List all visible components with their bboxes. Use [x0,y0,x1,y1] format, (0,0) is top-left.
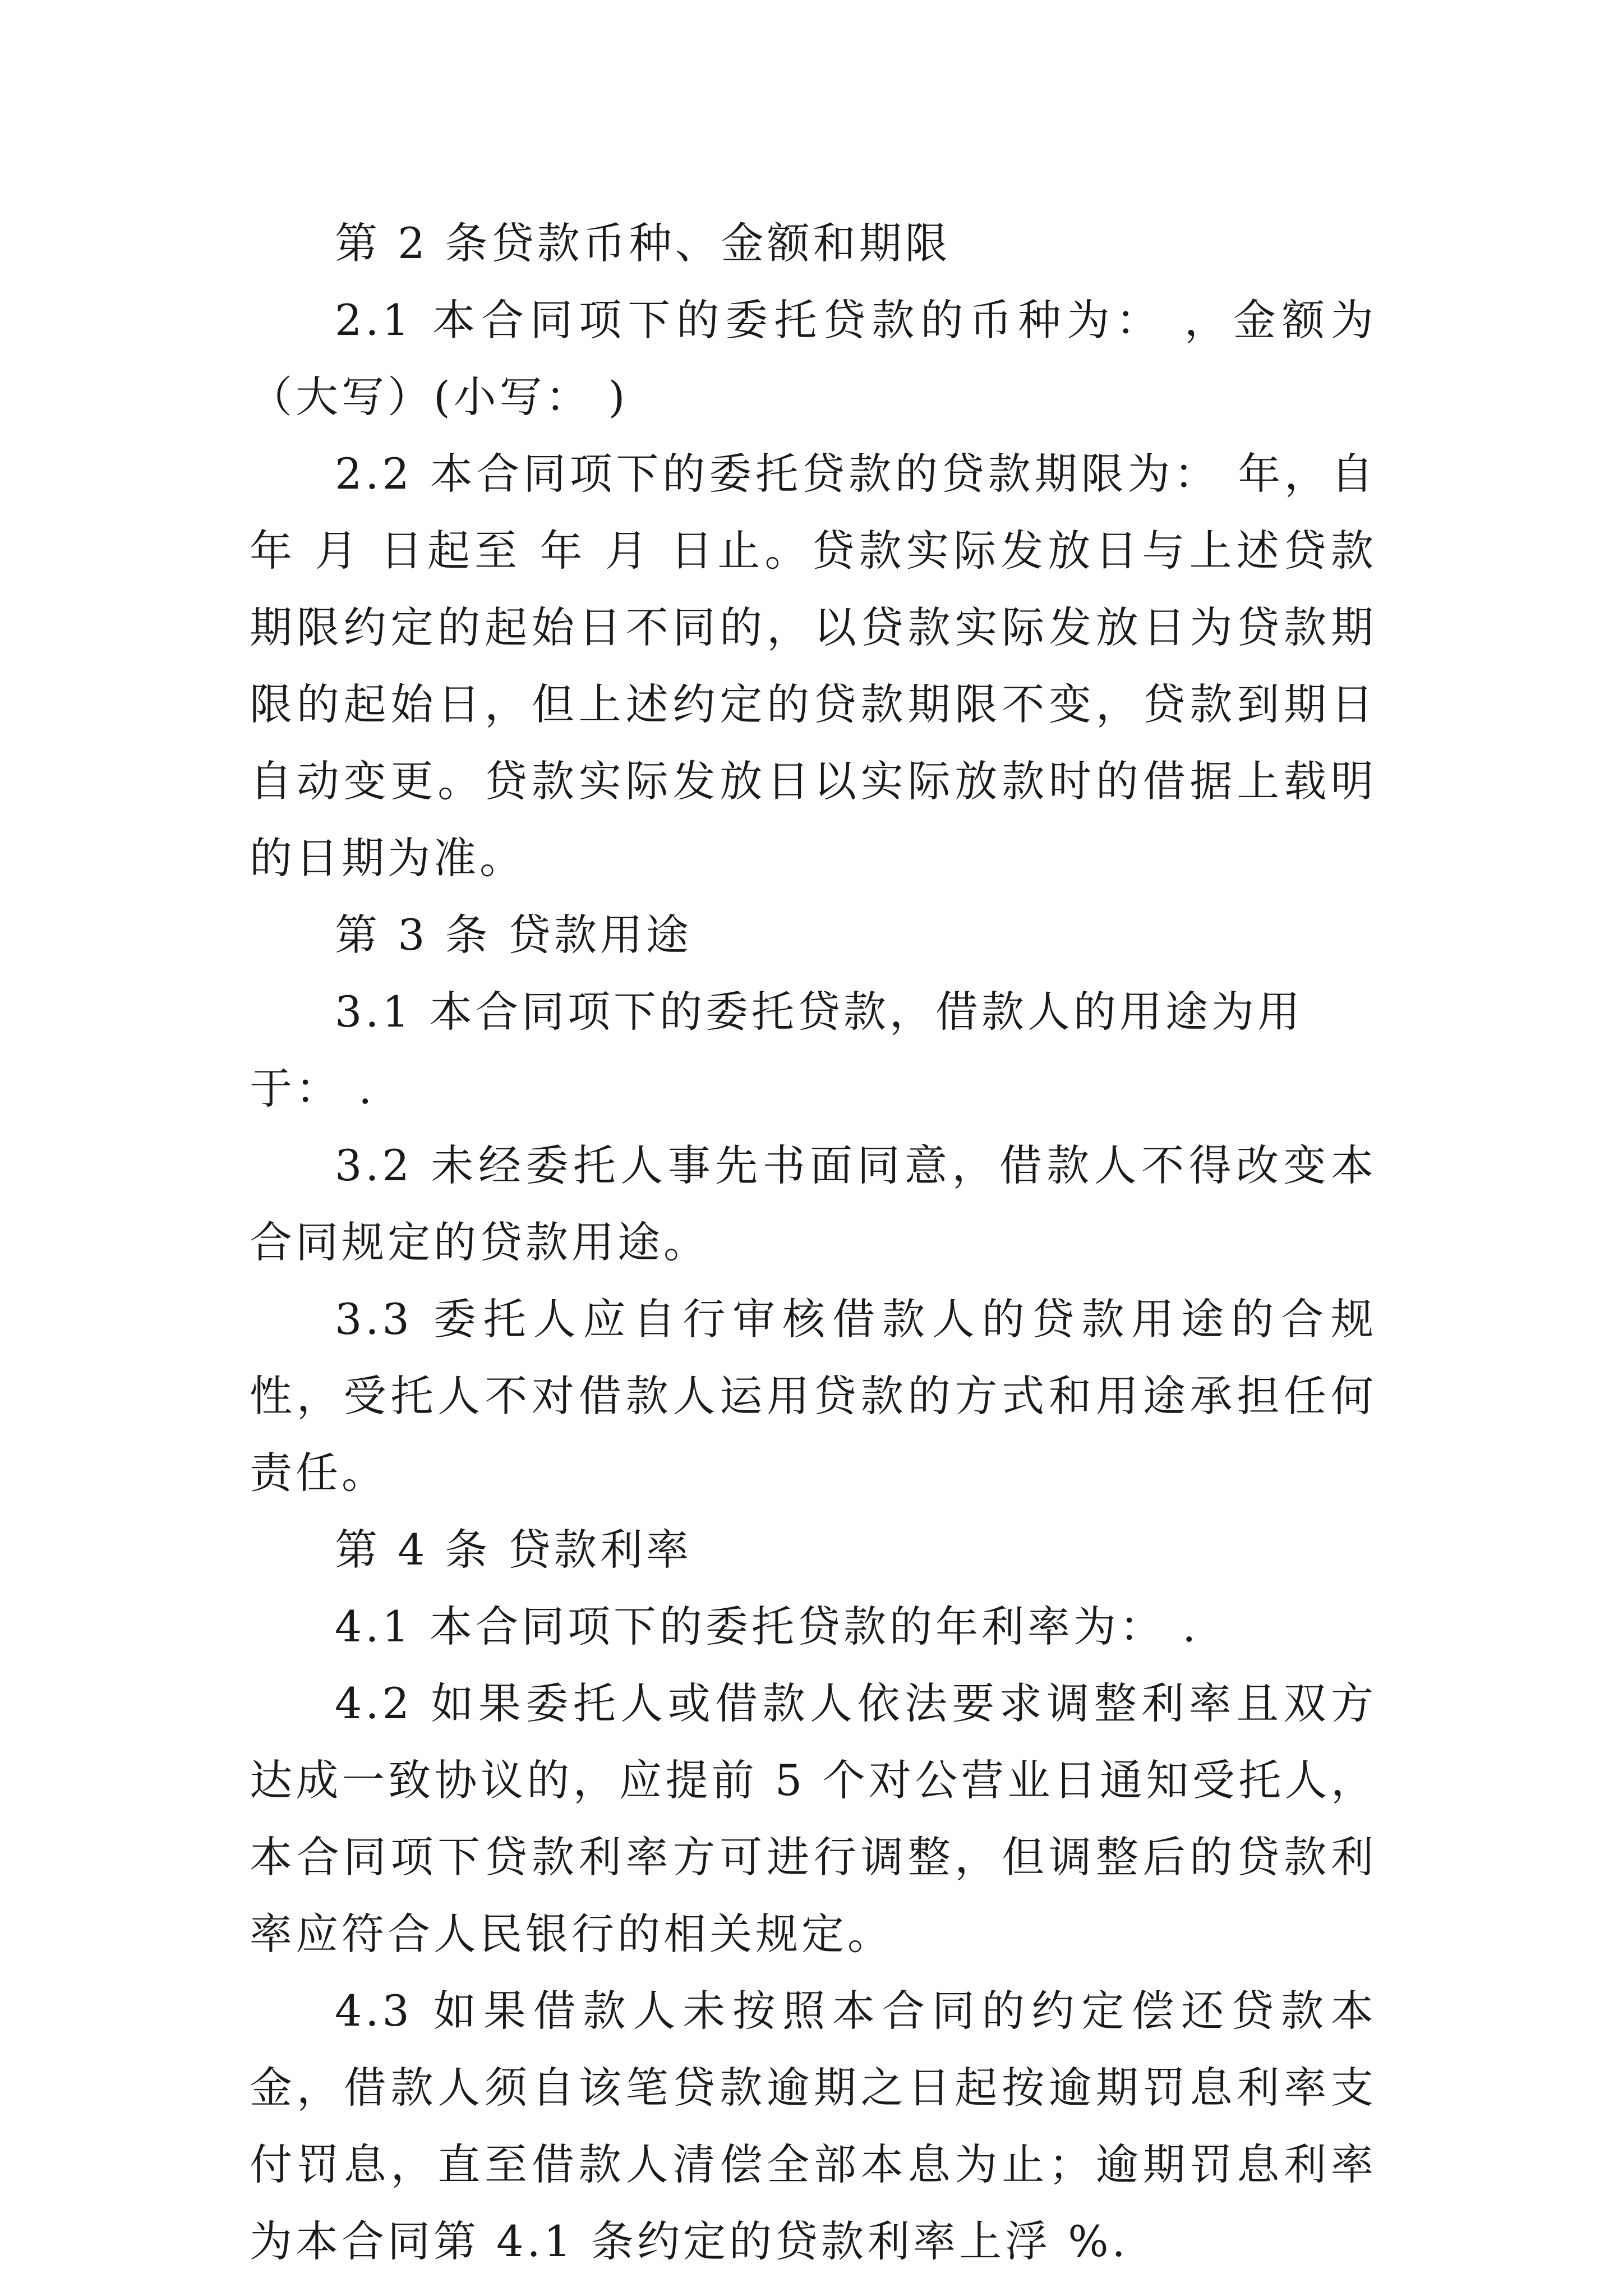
clause-4-3: 4.3 如果借款人未按照本合同的约定偿还贷款本金，借款人须自该笔贷款逾期之日起按逾期罚息利率支付罚息，直至借款人清偿全部本息为止；逾期罚息利率为本合同第 4.1 条约定的贷款利率上浮 %. [250,1986,1377,2266]
clause-2-1: 2.1 本合同项下的委托贷款的币种为： ，金额为（大写）(小写： ) [250,295,1377,422]
article-3-heading: 第 3 条 贷款用途 [335,910,692,960]
article-2-heading: 第 2 条贷款币种、金额和期限 [335,218,951,268]
document-body [250,205,1377,2280]
clause-3-2: 3.2 未经委托人事先书面同意，借款人不得改变本合同规定的贷款用途。 [250,1140,1377,1267]
clause-3-1: 3.1 本合同项下的委托贷款，借款人的用途为用于： . [250,987,1304,1114]
clause-4-2: 4.2 如果委托人或借款人依法要求调整利率且双方达成一致协议的，应提前 5 个对公营业日通知受托人，本合同项下贷款利率方可进行调整，但调整后的贷款利率应符合人民银行的相关规定。 [250,1678,1377,1959]
article-4-heading: 第 4 条 贷款利率 [335,1525,692,1575]
clause-3-3: 3.3 委托人应自行审核借款人的贷款用途的合规性，受托人不对借款人运用贷款的方式和用途承担任何责任。 [250,1294,1377,1498]
clause-4-1: 4.1 本合同项下的委托贷款的年利率为： . [335,1602,1200,1651]
clause-2-2: 2.2 本合同项下的委托贷款的贷款期限为： 年，自 年 月 日起至 年 月 日止。贷款实际发放日与上述贷款期限约定的起始日不同的，以贷款实际发放日为贷款期限的起始日，但上述约定的贷款期限不变，贷款到期日自动变更。贷款实际发放日以实际放款时的借据上载明的日期为准。 [250,449,1377,883]
